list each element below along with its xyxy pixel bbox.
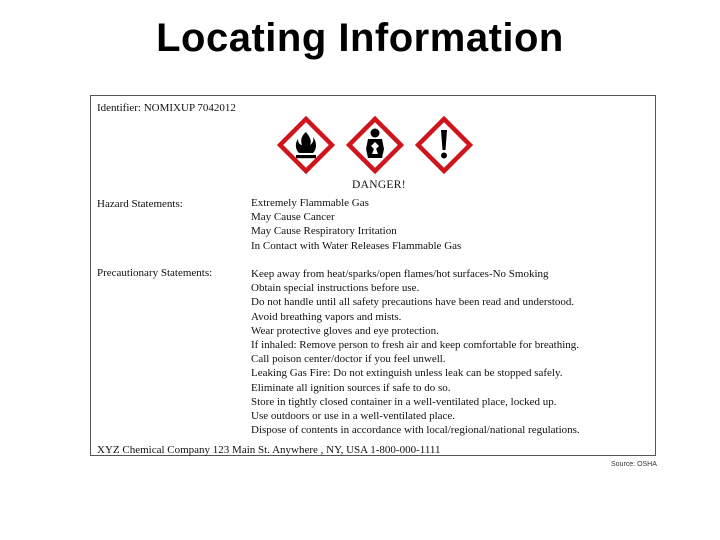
hazard-statement: In Contact with Water Releases Flammable Gas [251,239,462,252]
precautionary-statement: Store in tightly closed container in a well-ventilated place, locked up. [251,395,557,408]
hazard-statement: May Cause Respiratory Irritation [251,225,397,238]
hazard-statement: May Cause Cancer [251,211,335,224]
precautionary-statement: Dispose of contents in accordance with local/regional/national regulations. [251,424,580,437]
precautionary-statement: Avoid breathing vapors and mists. [251,310,402,323]
flame-icon [277,116,335,174]
hazard-statement: Extremely Flammable Gas [251,197,369,209]
precautionary-statement: Keep away from heat/sparks/open flames/hot surfaces-No Smoking [251,268,549,280]
precautionary-statement: Obtain special instructions before use. [251,282,420,295]
product-identifier: Identifier: NOMIXUP 7042012 [97,102,236,114]
source-credit: Source: OSHA [611,461,657,468]
precautionary-statement: If inhaled: Remove person to fresh air and keep comfortable for breathing. [251,338,580,351]
precautionary-statement: Use outdoors or use in a well-ventilated place. [251,409,456,422]
hazard-pictograms [277,116,473,174]
precautionary-statements-label: Precautionary Statements: [97,267,213,279]
precautionary-statement: Wear protective gloves and eye protection. [251,324,439,337]
precautionary-statement: Call poison center/doctor if you feel unwell. [251,353,446,366]
hazard-statements-label: Hazard Statements: [97,198,183,210]
hazard-statements-list [251,196,461,253]
precautionary-statement: Eliminate all ignition sources if safe to do so. [251,381,451,394]
supplier-information: XYZ Chemical Company 123 Main St. Anywhere , NY, USA 1-800-000-1111 [97,444,441,456]
precautionary-statement: Do not handle until all safety precautions have been read and understood. [251,296,575,309]
health-hazard-icon [346,116,404,174]
chemical-label [90,95,656,456]
slide-title: Locating Information [156,16,564,60]
signal-word: DANGER! [352,179,406,191]
exclamation-mark-icon [415,116,473,174]
precautionary-statement: Leaking Gas Fire: Do not extinguish unless leak can be stopped safely. [251,367,563,380]
precautionary-statements-list [251,267,580,437]
